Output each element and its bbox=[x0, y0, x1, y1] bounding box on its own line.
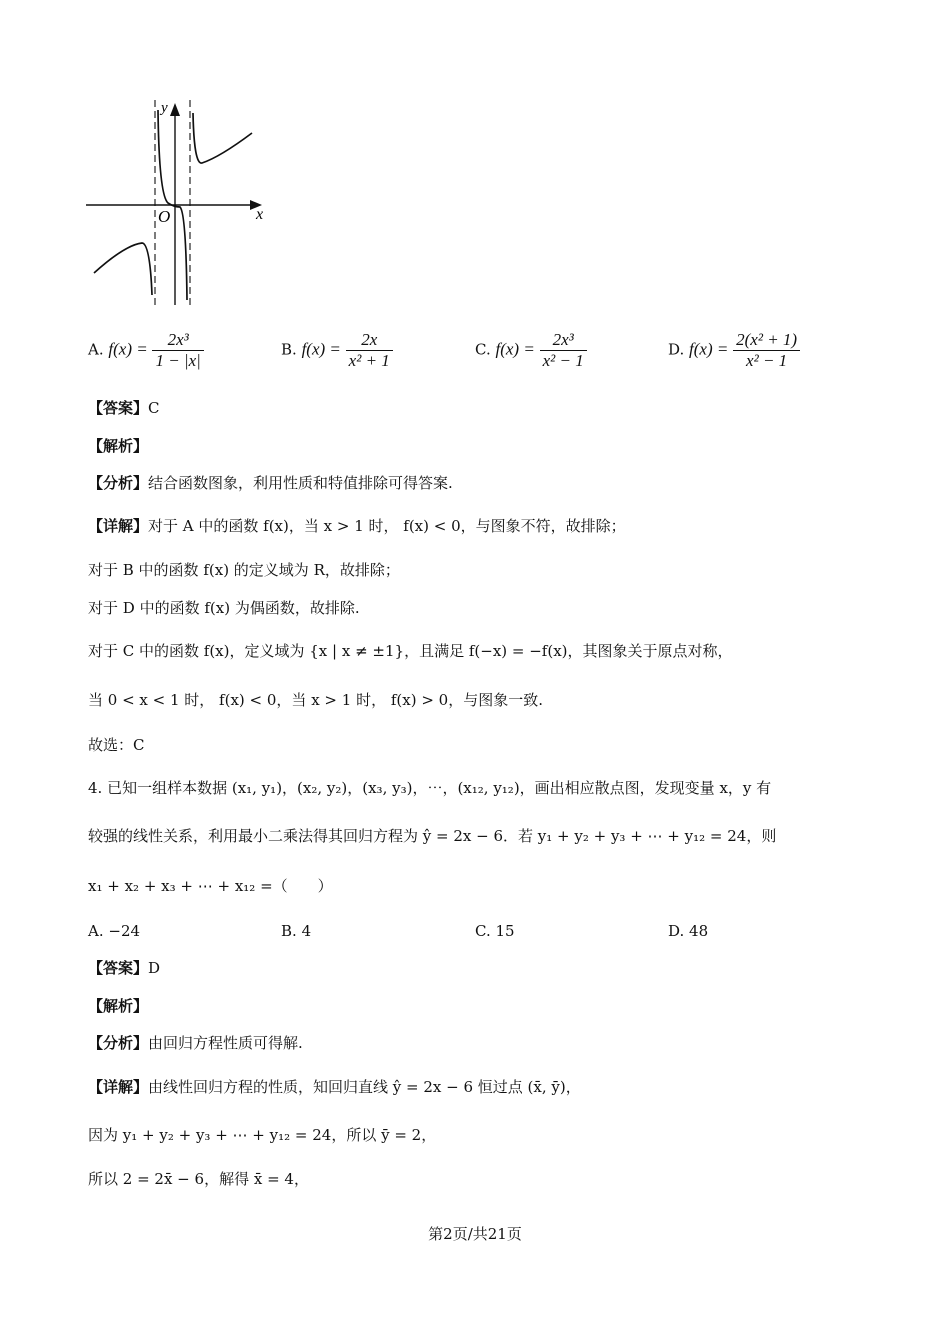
xiangjie-tag: 【详解】 bbox=[88, 1078, 149, 1096]
q3-option-a bbox=[88, 330, 204, 371]
function-graph bbox=[80, 95, 280, 310]
xiangjie-tag: 【详解】 bbox=[88, 517, 149, 535]
option-value: 48 bbox=[689, 922, 709, 940]
q3-option-c bbox=[475, 330, 587, 371]
q3-xiangjie-line2: 对于 B 中的函数 f(x) 的定义域为 R，故排除； bbox=[88, 561, 400, 579]
option-letter: A. bbox=[88, 340, 104, 359]
y-axis-arrow bbox=[170, 103, 180, 116]
q4-stem-line1: 4. 已知一组样本数据 (x₁, y₁)，(x₂, y₂)，(x₃, y₃)，⋯，(x₁₂, y₁₂)，画出相应散点图，发现变量 x，y 有 bbox=[88, 779, 772, 797]
q3-xiangjie-line3: 对于 D 中的函数 f(x) 为偶函数，故排除. bbox=[88, 599, 360, 617]
q4-jiexi-tag: 【解析】 bbox=[88, 997, 149, 1015]
q4-fenxi bbox=[88, 1033, 303, 1053]
q4-xiangjie-line2: 因为 y₁ + y₂ + y₃ + ⋯ + y₁₂ = 24，所以 ȳ = 2， bbox=[88, 1126, 437, 1144]
detail-text: 对于 A 中的函数 f(x)，当 x > 1 时， f(x) < 0，与图象不符，故排除； bbox=[148, 517, 626, 535]
q4-option-c bbox=[475, 921, 515, 941]
y-label: y bbox=[161, 100, 168, 116]
fraction-denominator: x² − 1 bbox=[542, 351, 584, 370]
q4-xiangjie-line1 bbox=[88, 1077, 581, 1097]
origin-label: O bbox=[158, 207, 171, 226]
fenxi-tag: 【分析】 bbox=[88, 474, 149, 492]
answer-tag: 【答案】 bbox=[88, 959, 149, 977]
fraction-numerator: 2x³ bbox=[540, 330, 587, 351]
fraction-denominator: x² + 1 bbox=[348, 351, 390, 370]
answer-value: D bbox=[148, 959, 161, 977]
q4-answer bbox=[88, 958, 160, 978]
option-lhs: f(x) = bbox=[689, 339, 729, 359]
fenxi-text: 结合函数图象，利用性质和特值排除可得答案. bbox=[148, 474, 453, 492]
option-letter: B. bbox=[281, 340, 297, 359]
option-letter: A. bbox=[88, 922, 104, 940]
fraction-denominator: x² − 1 bbox=[746, 351, 788, 370]
option-value: 15 bbox=[495, 922, 515, 940]
q3-jiexi-tag: 【解析】 bbox=[88, 437, 149, 455]
q3-fenxi bbox=[88, 473, 453, 493]
answer-value: C bbox=[148, 399, 160, 417]
curve-left-branch bbox=[94, 243, 152, 295]
option-value: −24 bbox=[108, 922, 141, 940]
option-lhs: f(x) = bbox=[108, 339, 148, 359]
q3-xiangjie-line1 bbox=[88, 516, 626, 536]
fraction-denominator: 1 − |x| bbox=[155, 351, 201, 370]
q4-option-d bbox=[668, 921, 708, 941]
option-letter: C. bbox=[475, 340, 491, 359]
q3-xiangjie-line5: 当 0 < x < 1 时， f(x) < 0，当 x > 1 时， f(x) > 0，与图象一致. bbox=[88, 691, 543, 709]
fraction-numerator: 2x bbox=[346, 330, 393, 351]
option-letter: D. bbox=[668, 922, 685, 940]
option-letter: D. bbox=[668, 340, 685, 359]
option-value: 4 bbox=[301, 922, 312, 940]
curve-right-branch bbox=[193, 113, 252, 163]
fenxi-text: 由回归方程性质可得解. bbox=[148, 1034, 303, 1052]
option-lhs: f(x) = bbox=[495, 339, 535, 359]
detail-text: 由线性回归方程的性质，知回归直线 ŷ = 2x − 6 恒过点 (x̄, ȳ)， bbox=[148, 1078, 581, 1096]
q3-option-b bbox=[281, 330, 393, 371]
q4-stem-line2: 较强的线性关系，利用最小二乘法得其回归方程为 ŷ = 2x − 6．若 y₁ + y₂ + y₃ + ⋯ + y₁₂ = 24，则 bbox=[88, 827, 777, 845]
option-letter: B. bbox=[281, 922, 297, 940]
q3-answer bbox=[88, 398, 160, 418]
q4-option-a bbox=[88, 921, 140, 941]
fraction-numerator: 2x³ bbox=[152, 330, 203, 351]
q3-conclusion: 故选：C bbox=[88, 736, 145, 754]
x-label: x bbox=[256, 206, 264, 223]
q4-stem-line3: x₁ + x₂ + x₃ + ⋯ + x₁₂ =（ ） bbox=[88, 877, 333, 895]
q3-xiangjie-line4: 对于 C 中的函数 f(x)，定义域为 {x | x ≠ ±1}，且满足 f(−x) = −f(x)，其图象关于原点对称， bbox=[88, 642, 733, 660]
q4-xiangjie-line3: 所以 2 = 2x̄ − 6，解得 x̄ = 4， bbox=[88, 1170, 309, 1188]
answer-tag: 【答案】 bbox=[88, 399, 149, 417]
option-lhs: f(x) = bbox=[301, 339, 341, 359]
q3-option-d bbox=[668, 330, 800, 371]
page-footer: 第2页/共21页 bbox=[428, 1225, 522, 1243]
fraction-numerator: 2(x² + 1) bbox=[733, 330, 800, 351]
q4-option-b bbox=[281, 921, 311, 941]
fenxi-tag: 【分析】 bbox=[88, 1034, 149, 1052]
option-letter: C. bbox=[475, 922, 491, 940]
